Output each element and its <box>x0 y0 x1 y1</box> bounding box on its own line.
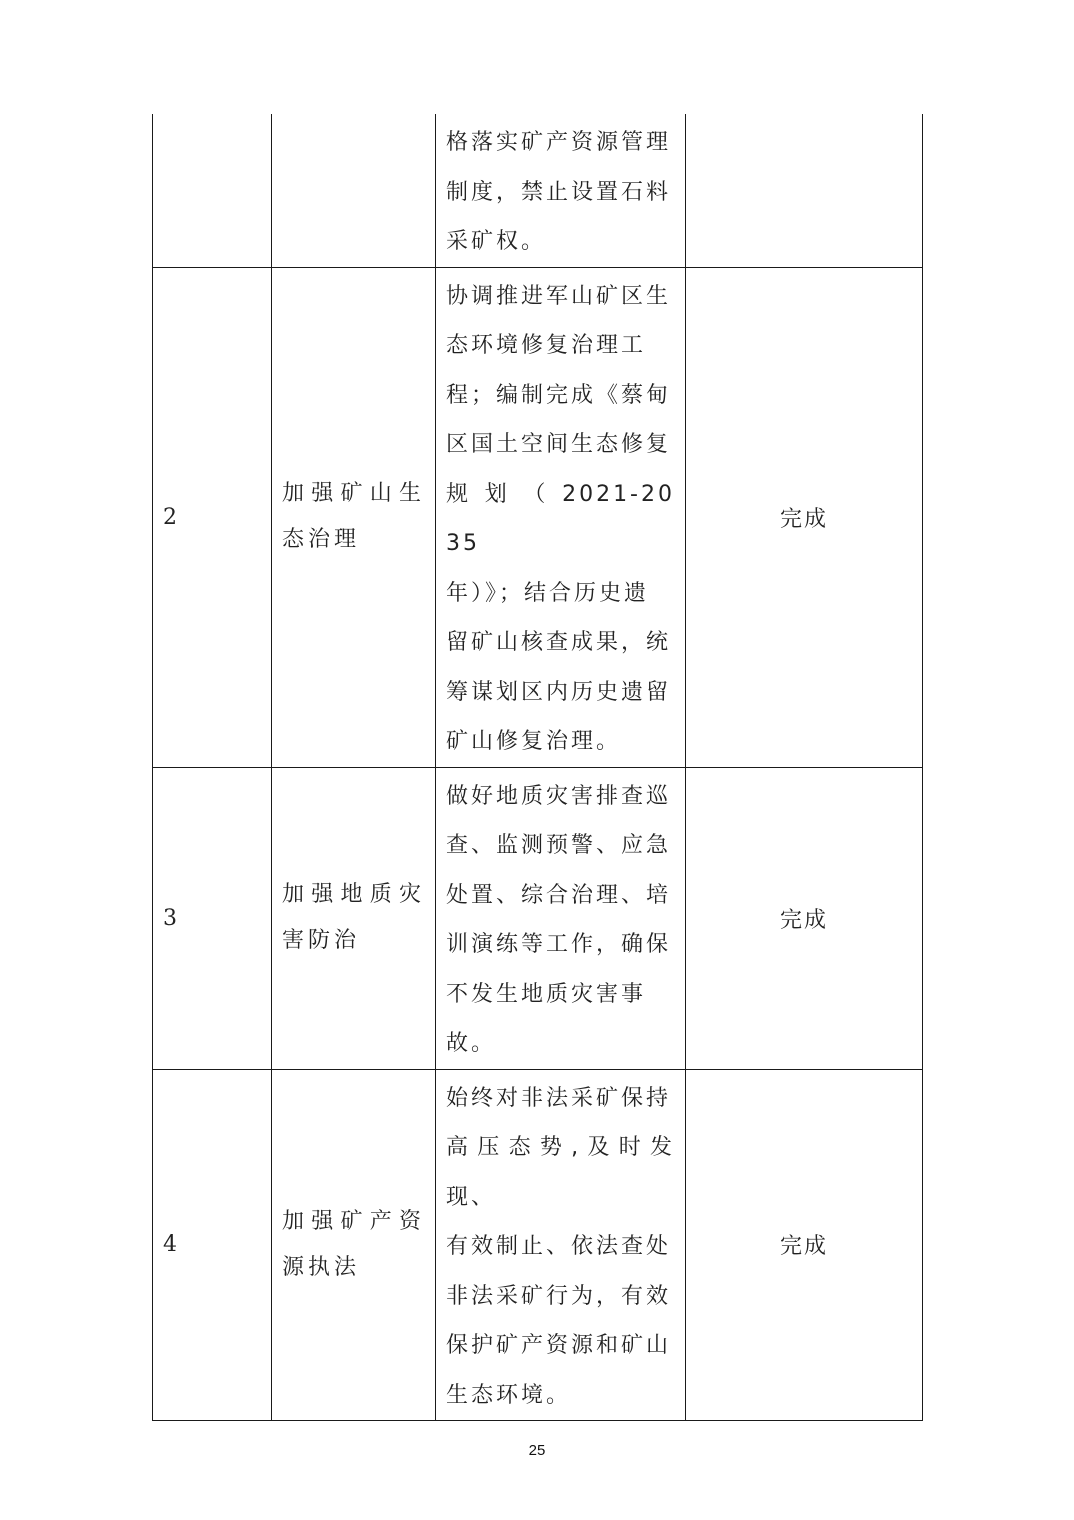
status-cell <box>686 114 923 267</box>
task-description-cell <box>436 1069 686 1421</box>
task-name: 加强矿山生态治理 <box>282 481 425 552</box>
description-line: 处置、综合治理、培 <box>446 882 672 908</box>
description-line: 区国土空间生态修复 <box>446 432 672 457</box>
task-name: 加强地质灾害防治 <box>282 882 425 953</box>
task-name-cell <box>272 114 436 267</box>
description-line: 采矿权。 <box>446 229 547 254</box>
task-description <box>446 772 675 1069</box>
task-description-cell <box>436 267 686 767</box>
task-name: 加强矿产资源执法 <box>282 1208 425 1280</box>
description-line: 规 划 （ 2021-2035 <box>446 481 675 556</box>
description-line: 保护矿产资源和矿山 <box>446 1333 672 1358</box>
row-number <box>153 114 272 267</box>
description-line: 协调推进军山矿区生 <box>446 283 672 309</box>
description-line: 高压态势,及时发现、 <box>446 1135 675 1210</box>
description-line: 留矿山核查成果，统 <box>446 630 672 655</box>
description-line: 年）》；结合历史遗 <box>446 580 650 606</box>
description-line: 格落实矿产资源管理 <box>446 130 672 155</box>
description-line: 不发生地质灾害事 <box>446 981 647 1007</box>
description-line: 矿山修复治理。 <box>446 729 622 754</box>
task-table <box>152 114 923 1421</box>
row-number: 4 <box>153 1069 272 1421</box>
description-line: 非法采矿行为，有效 <box>446 1283 672 1309</box>
table-row <box>153 767 923 1069</box>
table-row <box>153 114 923 267</box>
description-line: 生态环境。 <box>446 1382 572 1408</box>
task-description-cell <box>436 114 686 267</box>
description-line: 制度，禁止设置石料 <box>446 179 672 205</box>
status-cell: 完成 <box>686 267 923 767</box>
task-name-cell <box>272 767 436 1069</box>
status-cell: 完成 <box>686 1069 923 1421</box>
table-row <box>153 1069 923 1421</box>
description-line: 做好地质灾害排查巡 <box>446 783 672 809</box>
row-number: 3 <box>153 767 272 1069</box>
task-description <box>446 272 675 767</box>
task-name-cell <box>272 1069 436 1421</box>
task-description <box>446 118 675 267</box>
description-line: 程；编制完成《蔡甸 <box>446 382 672 408</box>
description-line: 查、监测预警、应急 <box>446 833 672 858</box>
task-description <box>446 1074 675 1421</box>
row-number: 2 <box>153 267 272 767</box>
task-name-cell <box>272 267 436 767</box>
description-line: 训演练等工作，确保 <box>446 932 672 957</box>
description-line: 故。 <box>446 1031 497 1056</box>
task-description-cell <box>436 767 686 1069</box>
description-line: 态环境修复治理工 <box>446 333 647 358</box>
page-number: 25 <box>528 1442 546 1459</box>
description-line: 始终对非法采矿保持 <box>446 1085 672 1111</box>
status-cell: 完成 <box>686 767 923 1069</box>
description-line: 筹谋划区内历史遗留 <box>446 679 672 705</box>
description-line: 有效制止、依法查处 <box>446 1234 672 1259</box>
table-row <box>153 267 923 767</box>
